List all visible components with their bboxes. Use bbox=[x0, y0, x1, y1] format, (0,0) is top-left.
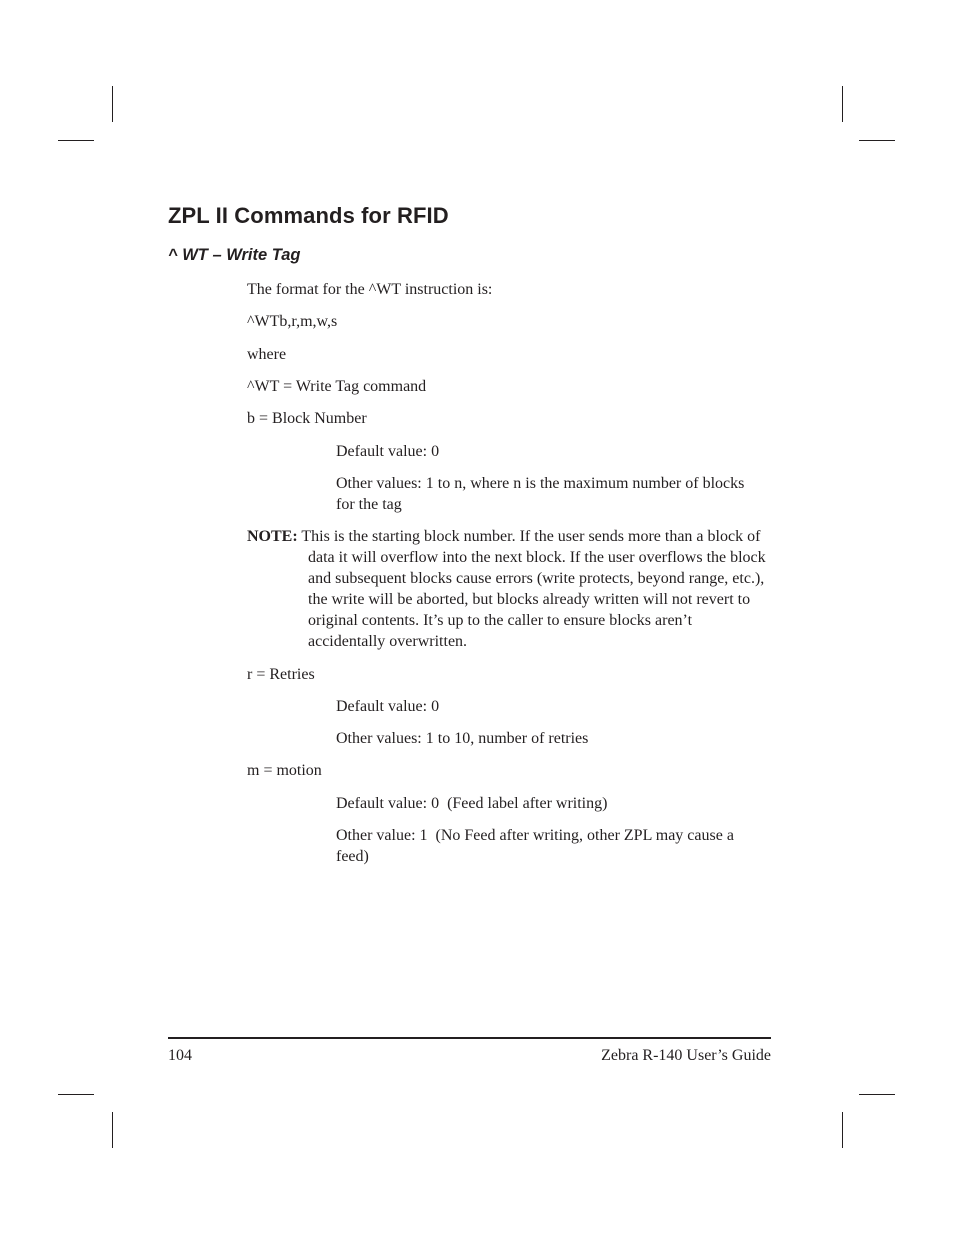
crop-mark bbox=[58, 1094, 94, 1095]
guide-title: Zebra R-140 User’s Guide bbox=[601, 1047, 771, 1064]
where-label: where bbox=[247, 346, 287, 363]
r-other-values: Other values: 1 to 10, number of retries bbox=[336, 730, 589, 747]
note-label: NOTE: bbox=[247, 528, 298, 545]
crop-mark bbox=[842, 86, 843, 122]
footer-rule bbox=[168, 1037, 771, 1039]
crop-mark bbox=[859, 140, 895, 141]
crop-mark bbox=[859, 1094, 895, 1095]
b-definition: b = Block Number bbox=[247, 410, 367, 427]
m-default-value: Default value: 0 (Feed label after writing) bbox=[336, 795, 608, 812]
m-other-value: Other value: 1 (No Feed after writing, other ZPL may cause a feed) bbox=[336, 827, 738, 865]
syntax-line: ^WTb,r,m,w,s bbox=[247, 313, 338, 330]
note-text: This is the starting block number. If the user sends more than a block of data it will overflow into the next block. If the user overflows the block and subsequent blocks cause errors (write protects, beyond range, etc.), the write will be aborted, but blocks already written will not revert to original contents. It’s up to the caller to ensure blocks aren’t accidentally overwritten. bbox=[301, 528, 766, 650]
crop-mark bbox=[58, 140, 94, 141]
crop-mark bbox=[112, 86, 113, 122]
intro-paragraph: The format for the ^WT instruction is: bbox=[247, 281, 493, 298]
wt-definition: ^WT = Write Tag command bbox=[247, 378, 427, 395]
m-definition: m = motion bbox=[247, 762, 322, 779]
crop-mark bbox=[112, 1112, 113, 1148]
section-heading: ZPL II Commands for RFID bbox=[168, 203, 449, 228]
b-other-values: Other values: 1 to n, where n is the maximum number of blocks for the tag bbox=[336, 475, 745, 513]
r-definition: r = Retries bbox=[247, 666, 315, 683]
b-default-value: Default value: 0 bbox=[336, 443, 440, 460]
command-subheading: ^ WT – Write Tag bbox=[168, 246, 301, 264]
crop-mark bbox=[842, 1112, 843, 1148]
r-default-value: Default value: 0 bbox=[336, 698, 440, 715]
note-paragraph bbox=[247, 526, 767, 652]
page-number: 104 bbox=[168, 1047, 192, 1064]
